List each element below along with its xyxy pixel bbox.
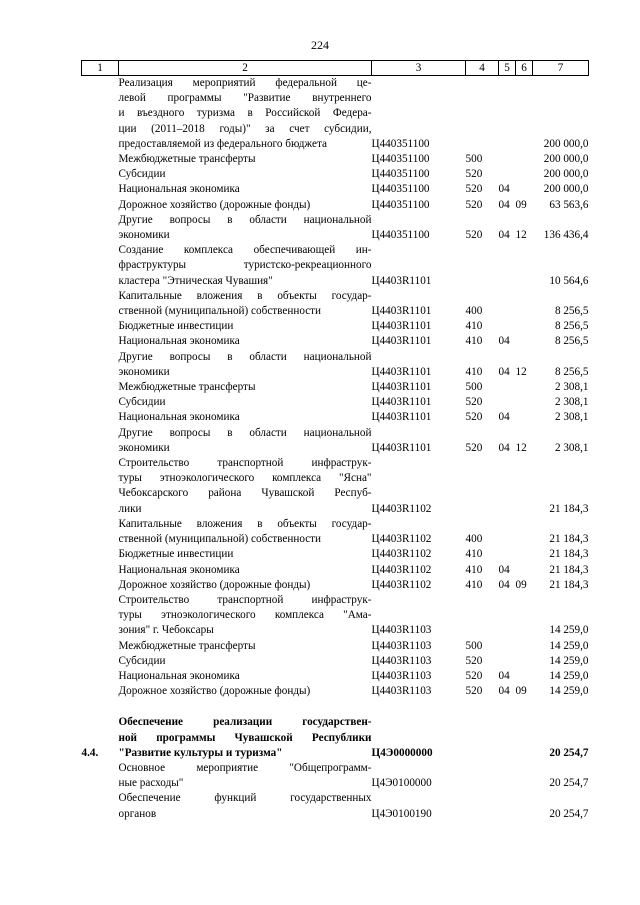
amount-cell: 8 256,5 bbox=[554, 335, 589, 348]
table-row bbox=[82, 761, 589, 791]
section-cell bbox=[499, 517, 516, 547]
target-code-cell: Ц440351100 bbox=[371, 183, 430, 196]
expense-type-cell: 400 bbox=[465, 533, 483, 546]
section-cell bbox=[499, 639, 516, 654]
section-cell: 04 bbox=[498, 335, 510, 348]
column-header: 6 bbox=[516, 61, 533, 76]
section-number-cell bbox=[82, 350, 119, 380]
item-name-line: Строительство транспортной инфраструк- bbox=[118, 593, 372, 606]
spacer-row bbox=[82, 699, 589, 715]
expense-type-cell: 520 bbox=[465, 168, 483, 181]
item-name-line: экономики bbox=[118, 365, 170, 378]
item-name-line: Дорожное хозяйство (дорожные фонды) bbox=[118, 578, 311, 591]
expense-type-cell: 410 bbox=[465, 335, 483, 348]
expense-type-cell: 520 bbox=[465, 229, 483, 242]
item-name-line: ные расходы" bbox=[118, 777, 184, 790]
amount-cell: 2 308,1 bbox=[554, 381, 589, 394]
item-name-line: Другие вопросы в области национальной bbox=[118, 426, 372, 439]
target-code-cell: Ц440351100 bbox=[371, 153, 430, 166]
item-name-cell bbox=[119, 198, 372, 213]
amount-cell: 14 259,0 bbox=[549, 685, 589, 698]
subsection-cell bbox=[516, 654, 533, 669]
section-cell bbox=[499, 395, 516, 410]
item-name-line: лики bbox=[118, 502, 142, 515]
spacer-cell bbox=[372, 699, 466, 715]
amount-cell: 8 256,5 bbox=[554, 365, 589, 378]
subsection-cell bbox=[516, 334, 533, 349]
item-name-cell bbox=[119, 395, 372, 410]
item-name-line: Дорожное хозяйство (дорожные фонды) bbox=[118, 685, 311, 698]
section-cell bbox=[499, 547, 516, 562]
subsection-cell bbox=[516, 593, 533, 639]
subsection-cell: 12 bbox=[515, 229, 527, 242]
item-name-line: Субсидии bbox=[118, 396, 166, 409]
amount-cell: 200 000,0 bbox=[543, 153, 589, 166]
section-number-cell bbox=[82, 761, 119, 791]
section-number-cell bbox=[82, 684, 119, 699]
item-name-line: Другие вопросы в области национальной bbox=[118, 350, 372, 363]
target-code-cell: Ц4403R1101 bbox=[371, 411, 432, 424]
table-row bbox=[82, 669, 589, 684]
table-row bbox=[82, 243, 589, 289]
item-name-cell bbox=[119, 76, 372, 153]
item-name-line: Национальная экономика bbox=[118, 563, 240, 576]
target-code-cell: Ц4403R1102 bbox=[371, 563, 432, 576]
amount-cell: 14 259,0 bbox=[549, 639, 589, 652]
item-name-line: Национальная экономика bbox=[118, 411, 240, 424]
section-cell bbox=[499, 791, 516, 821]
section-cell: 04 bbox=[498, 183, 510, 196]
amount-cell: 8 256,5 bbox=[554, 305, 589, 318]
section-number-cell bbox=[82, 639, 119, 654]
amount-cell: 20 254,7 bbox=[549, 777, 589, 790]
spacer-cell bbox=[466, 699, 499, 715]
table-row bbox=[82, 395, 589, 410]
item-name-line: зония" г. Чебоксары bbox=[118, 624, 214, 637]
target-code-cell: Ц4403R1101 bbox=[371, 320, 432, 333]
section-cell bbox=[499, 654, 516, 669]
target-code-cell: Ц4403R1103 bbox=[371, 654, 432, 667]
table-row bbox=[82, 410, 589, 425]
table-body bbox=[82, 76, 589, 822]
item-name-line: фраструктуры туристско-рекреационного bbox=[118, 259, 372, 272]
amount-cell: 21 184,3 bbox=[549, 563, 589, 576]
item-name-cell bbox=[119, 715, 372, 761]
target-code-cell: Ц4403R1101 bbox=[371, 441, 432, 454]
expense-type-cell: 520 bbox=[465, 183, 483, 196]
target-code-cell: Ц4403R1102 bbox=[371, 533, 432, 546]
expense-type-cell: 400 bbox=[465, 305, 483, 318]
subsection-cell bbox=[516, 152, 533, 167]
section-cell bbox=[499, 152, 516, 167]
expense-type-cell bbox=[466, 761, 499, 791]
table-row bbox=[82, 167, 589, 182]
section-cell bbox=[499, 715, 516, 761]
subsection-cell bbox=[516, 517, 533, 547]
section-number-cell bbox=[82, 593, 119, 639]
section-number-cell bbox=[82, 395, 119, 410]
subsection-cell: 12 bbox=[515, 441, 527, 454]
item-name-cell bbox=[119, 654, 372, 669]
item-name-line: Субсидии bbox=[118, 654, 166, 667]
target-code-cell: Ц4403R1102 bbox=[371, 548, 432, 561]
item-name-line: Национальная экономика bbox=[118, 669, 240, 682]
subsection-cell: 09 bbox=[515, 198, 527, 211]
item-name-cell bbox=[119, 410, 372, 425]
section-number-cell bbox=[82, 563, 119, 578]
target-code-cell: Ц4Э0000000 bbox=[371, 746, 433, 759]
section-number-cell bbox=[82, 76, 119, 153]
item-name-cell bbox=[119, 639, 372, 654]
amount-cell: 21 184,3 bbox=[549, 502, 589, 515]
section-cell bbox=[499, 76, 516, 153]
item-name-line: Обеспечение реализации государствен- bbox=[118, 716, 372, 729]
subsection-cell bbox=[516, 395, 533, 410]
table-row bbox=[82, 182, 589, 197]
section-number-cell bbox=[82, 167, 119, 182]
item-name-cell bbox=[119, 456, 372, 517]
item-name-line: Межбюджетные трансферты bbox=[118, 153, 256, 166]
expense-type-cell: 500 bbox=[465, 381, 483, 394]
table-row bbox=[82, 350, 589, 380]
expense-type-cell: 410 bbox=[465, 365, 483, 378]
table-row bbox=[82, 76, 589, 153]
target-code-cell: Ц440351100 bbox=[371, 229, 430, 242]
item-name-line: Основное мероприятие "Общепрограмм- bbox=[118, 761, 372, 774]
section-number-cell bbox=[82, 334, 119, 349]
amount-cell: 21 184,3 bbox=[549, 533, 589, 546]
column-header: 5 bbox=[499, 61, 516, 76]
section-number-cell bbox=[82, 410, 119, 425]
subsection-cell bbox=[516, 791, 533, 821]
item-name-line: и въездного туризма в Российской Федера- bbox=[118, 107, 372, 120]
item-name-line: экономики bbox=[118, 229, 170, 242]
subsection-cell: 09 bbox=[515, 685, 527, 698]
item-name-line: Национальная экономика bbox=[118, 335, 240, 348]
item-name-line: ции (2011–2018 годы)" за счет субсидии, bbox=[118, 122, 372, 135]
target-code-cell: Ц4403R1103 bbox=[371, 624, 432, 637]
item-name-cell bbox=[119, 167, 372, 182]
table-row bbox=[82, 715, 589, 761]
section-number-cell bbox=[82, 578, 119, 593]
item-name-line: Строительство транспортной инфраструк- bbox=[118, 457, 372, 470]
amount-cell: 136 436,4 bbox=[543, 229, 589, 242]
subsection-cell bbox=[516, 547, 533, 562]
item-name-cell bbox=[119, 684, 372, 699]
section-cell bbox=[499, 761, 516, 791]
target-code-cell: Ц4403R1101 bbox=[371, 396, 432, 409]
item-name-line: предоставляемой из федерального бюджета bbox=[118, 137, 327, 150]
table-row bbox=[82, 684, 589, 699]
section-cell: 04 bbox=[498, 411, 510, 424]
spacer-cell bbox=[82, 699, 119, 715]
table-row bbox=[82, 426, 589, 456]
subsection-cell bbox=[516, 76, 533, 153]
amount-cell: 21 184,3 bbox=[549, 548, 589, 561]
expense-type-cell bbox=[466, 593, 499, 639]
item-name-cell bbox=[119, 380, 372, 395]
item-name-line: Чебоксарского района Чувашской Респуб- bbox=[118, 487, 372, 500]
amount-cell: 10 564,6 bbox=[549, 274, 589, 287]
item-name-cell bbox=[119, 669, 372, 684]
item-name-line: Субсидии bbox=[118, 168, 166, 181]
table-row bbox=[82, 289, 589, 319]
table-row bbox=[82, 639, 589, 654]
column-header: 3 bbox=[372, 61, 466, 76]
target-code-cell: Ц4403R1101 bbox=[371, 274, 432, 287]
section-cell bbox=[499, 289, 516, 319]
table-row bbox=[82, 380, 589, 395]
column-header: 1 bbox=[82, 61, 119, 76]
subsection-cell bbox=[516, 639, 533, 654]
amount-cell: 20 254,7 bbox=[549, 807, 589, 820]
table-row bbox=[82, 791, 589, 821]
section-number-cell bbox=[82, 380, 119, 395]
item-name-line: Капитальные вложения в объекты государ- bbox=[118, 517, 372, 530]
subsection-cell bbox=[516, 243, 533, 289]
expense-type-cell: 410 bbox=[465, 548, 483, 561]
section-cell: 04 bbox=[498, 441, 510, 454]
expense-type-cell: 520 bbox=[465, 669, 483, 682]
section-cell bbox=[499, 243, 516, 289]
amount-cell: 8 256,5 bbox=[554, 320, 589, 333]
expense-type-cell: 410 bbox=[465, 578, 483, 591]
item-name-cell bbox=[119, 213, 372, 243]
item-name-cell bbox=[119, 319, 372, 334]
amount-cell: 200 000,0 bbox=[543, 137, 589, 150]
section-cell bbox=[499, 167, 516, 182]
spacer-cell bbox=[533, 699, 589, 715]
item-name-line: ственной (муниципальной) собственности bbox=[118, 305, 322, 318]
target-code-cell: Ц4403R1101 bbox=[371, 365, 432, 378]
item-name-line: Создание комплекса обеспечивающей ин- bbox=[118, 244, 372, 257]
item-name-cell bbox=[119, 563, 372, 578]
item-name-line: Бюджетные инвестиции bbox=[118, 548, 234, 561]
page-number: 224 bbox=[311, 38, 329, 52]
spacer-cell bbox=[516, 699, 533, 715]
item-name-line: Межбюджетные трансферты bbox=[118, 639, 256, 652]
amount-cell: 14 259,0 bbox=[549, 624, 589, 637]
table-row bbox=[82, 198, 589, 213]
column-header: 7 bbox=[533, 61, 589, 76]
subsection-cell: 12 bbox=[515, 365, 527, 378]
item-name-line: туры этноэкологического комплекса "Ясна" bbox=[118, 472, 372, 485]
target-code-cell: Ц440351100 bbox=[371, 168, 430, 181]
section-number-cell bbox=[82, 289, 119, 319]
item-name-cell bbox=[119, 334, 372, 349]
item-name-line: Бюджетные инвестиции bbox=[118, 320, 234, 333]
section-number-cell bbox=[82, 456, 119, 517]
table-row bbox=[82, 654, 589, 669]
subsection-cell bbox=[516, 563, 533, 578]
subsection-cell bbox=[516, 289, 533, 319]
table-row bbox=[82, 456, 589, 517]
target-code-cell: Ц4403R1103 bbox=[371, 669, 432, 682]
target-code-cell: Ц4403R1103 bbox=[371, 639, 432, 652]
expense-type-cell bbox=[466, 76, 499, 153]
item-name-line: Реализация мероприятий федеральной це- bbox=[118, 77, 372, 89]
expense-type-cell: 410 bbox=[465, 320, 483, 333]
subsection-cell bbox=[516, 715, 533, 761]
subsection-cell bbox=[516, 669, 533, 684]
section-number-cell: 4.4. bbox=[81, 746, 99, 759]
section-number-cell bbox=[82, 654, 119, 669]
expense-type-cell bbox=[466, 456, 499, 517]
amount-cell: 2 308,1 bbox=[554, 411, 589, 424]
subsection-cell bbox=[516, 410, 533, 425]
target-code-cell: Ц4403R1101 bbox=[371, 305, 432, 318]
budget-table bbox=[81, 60, 589, 822]
section-number-cell bbox=[82, 426, 119, 456]
section-cell: 04 bbox=[498, 563, 510, 576]
item-name-cell bbox=[119, 761, 372, 791]
subsection-cell bbox=[516, 761, 533, 791]
item-name-line: Капитальные вложения в объекты государ- bbox=[118, 289, 372, 302]
item-name-cell bbox=[119, 517, 372, 547]
expense-type-cell: 520 bbox=[465, 411, 483, 424]
column-header: 4 bbox=[466, 61, 499, 76]
section-cell bbox=[499, 380, 516, 395]
subsection-cell bbox=[516, 167, 533, 182]
amount-cell: 200 000,0 bbox=[543, 183, 589, 196]
section-cell: 04 bbox=[498, 685, 510, 698]
item-name-cell bbox=[119, 243, 372, 289]
section-cell: 04 bbox=[498, 365, 510, 378]
section-cell: 04 bbox=[498, 669, 510, 682]
section-number-cell bbox=[82, 198, 119, 213]
target-code-cell: Ц4403R1101 bbox=[371, 335, 432, 348]
expense-type-cell: 520 bbox=[465, 198, 483, 211]
item-name-line: кластера "Этническая Чувашия" bbox=[118, 274, 273, 287]
section-number-cell bbox=[82, 152, 119, 167]
table-row bbox=[82, 547, 589, 562]
expense-type-cell: 520 bbox=[465, 441, 483, 454]
expense-type-cell bbox=[466, 715, 499, 761]
section-cell: 04 bbox=[498, 229, 510, 242]
item-name-line: туры этноэкологического комплекса "Ама- bbox=[118, 609, 372, 622]
table-row bbox=[82, 578, 589, 593]
section-cell bbox=[499, 593, 516, 639]
amount-cell: 2 308,1 bbox=[554, 441, 589, 454]
table-row bbox=[82, 334, 589, 349]
section-number-cell bbox=[82, 182, 119, 197]
table-row bbox=[82, 319, 589, 334]
section-number-cell bbox=[82, 213, 119, 243]
subsection-cell bbox=[516, 182, 533, 197]
item-name-cell bbox=[119, 289, 372, 319]
item-name-line: Межбюджетные трансферты bbox=[118, 381, 256, 394]
section-cell bbox=[499, 456, 516, 517]
item-name-cell bbox=[119, 578, 372, 593]
item-name-cell bbox=[119, 547, 372, 562]
item-name-line: органов bbox=[118, 807, 157, 820]
section-number-cell bbox=[82, 319, 119, 334]
expense-type-cell bbox=[466, 243, 499, 289]
section-cell: 04 bbox=[498, 198, 510, 211]
table-row bbox=[82, 563, 589, 578]
expense-type-cell bbox=[466, 791, 499, 821]
item-name-line: "Развитие культуры и туризма" bbox=[118, 746, 283, 759]
column-header-row bbox=[82, 61, 589, 76]
section-cell bbox=[499, 319, 516, 334]
item-name-cell bbox=[119, 426, 372, 456]
spacer-cell bbox=[119, 699, 372, 715]
item-name-cell bbox=[119, 350, 372, 380]
subsection-cell bbox=[516, 456, 533, 517]
item-name-line: ственной (муниципальной) собственности bbox=[118, 533, 322, 546]
amount-cell: 21 184,3 bbox=[549, 578, 589, 591]
item-name-line: левой программы "Развитие внутреннего bbox=[118, 92, 372, 105]
amount-cell: 14 259,0 bbox=[549, 669, 589, 682]
target-code-cell: Ц4403R1102 bbox=[371, 578, 432, 591]
item-name-cell bbox=[119, 791, 372, 821]
section-cell: 04 bbox=[498, 578, 510, 591]
table-row bbox=[82, 517, 589, 547]
section-number-cell bbox=[82, 791, 119, 821]
amount-cell: 2 308,1 bbox=[554, 396, 589, 409]
item-name-line: Другие вопросы в области национальной bbox=[118, 213, 372, 226]
section-number-cell bbox=[82, 517, 119, 547]
spacer-cell bbox=[499, 699, 516, 715]
item-name-cell bbox=[119, 182, 372, 197]
target-code-cell: Ц4403R1101 bbox=[371, 381, 432, 394]
expense-type-cell: 520 bbox=[465, 396, 483, 409]
item-name-line: Дорожное хозяйство (дорожные фонды) bbox=[118, 198, 311, 211]
item-name-cell bbox=[119, 152, 372, 167]
amount-cell: 20 254,7 bbox=[549, 746, 589, 759]
item-name-line: экономики bbox=[118, 441, 170, 454]
section-number-cell bbox=[82, 669, 119, 684]
table-row bbox=[82, 152, 589, 167]
expense-type-cell: 500 bbox=[465, 153, 483, 166]
expense-type-cell: 410 bbox=[465, 563, 483, 576]
column-header: 2 bbox=[119, 61, 372, 76]
item-name-line: Обеспечение функций государственных bbox=[118, 792, 372, 805]
subsection-cell: 09 bbox=[515, 578, 527, 591]
subsection-cell bbox=[516, 319, 533, 334]
amount-cell: 63 563,6 bbox=[549, 198, 589, 211]
item-name-line: Национальная экономика bbox=[118, 183, 240, 196]
amount-cell: 200 000,0 bbox=[543, 168, 589, 181]
item-name-cell bbox=[119, 593, 372, 639]
section-number-cell bbox=[82, 547, 119, 562]
table-row bbox=[82, 213, 589, 243]
target-code-cell: Ц4403R1102 bbox=[371, 502, 432, 515]
item-name-line: ной программы Чувашской Республики bbox=[118, 731, 372, 744]
table-row bbox=[82, 593, 589, 639]
target-code-cell: Ц4Э0100000 bbox=[371, 777, 432, 790]
target-code-cell: Ц4Э0100190 bbox=[371, 807, 432, 820]
target-code-cell: Ц440351100 bbox=[371, 137, 430, 150]
expense-type-cell: 500 bbox=[465, 639, 483, 652]
target-code-cell: Ц440351100 bbox=[371, 198, 430, 211]
subsection-cell bbox=[516, 380, 533, 395]
expense-type-cell: 520 bbox=[465, 685, 483, 698]
section-number-cell bbox=[82, 243, 119, 289]
target-code-cell: Ц4403R1103 bbox=[371, 685, 432, 698]
expense-type-cell: 520 bbox=[465, 654, 483, 667]
amount-cell: 14 259,0 bbox=[549, 654, 589, 667]
